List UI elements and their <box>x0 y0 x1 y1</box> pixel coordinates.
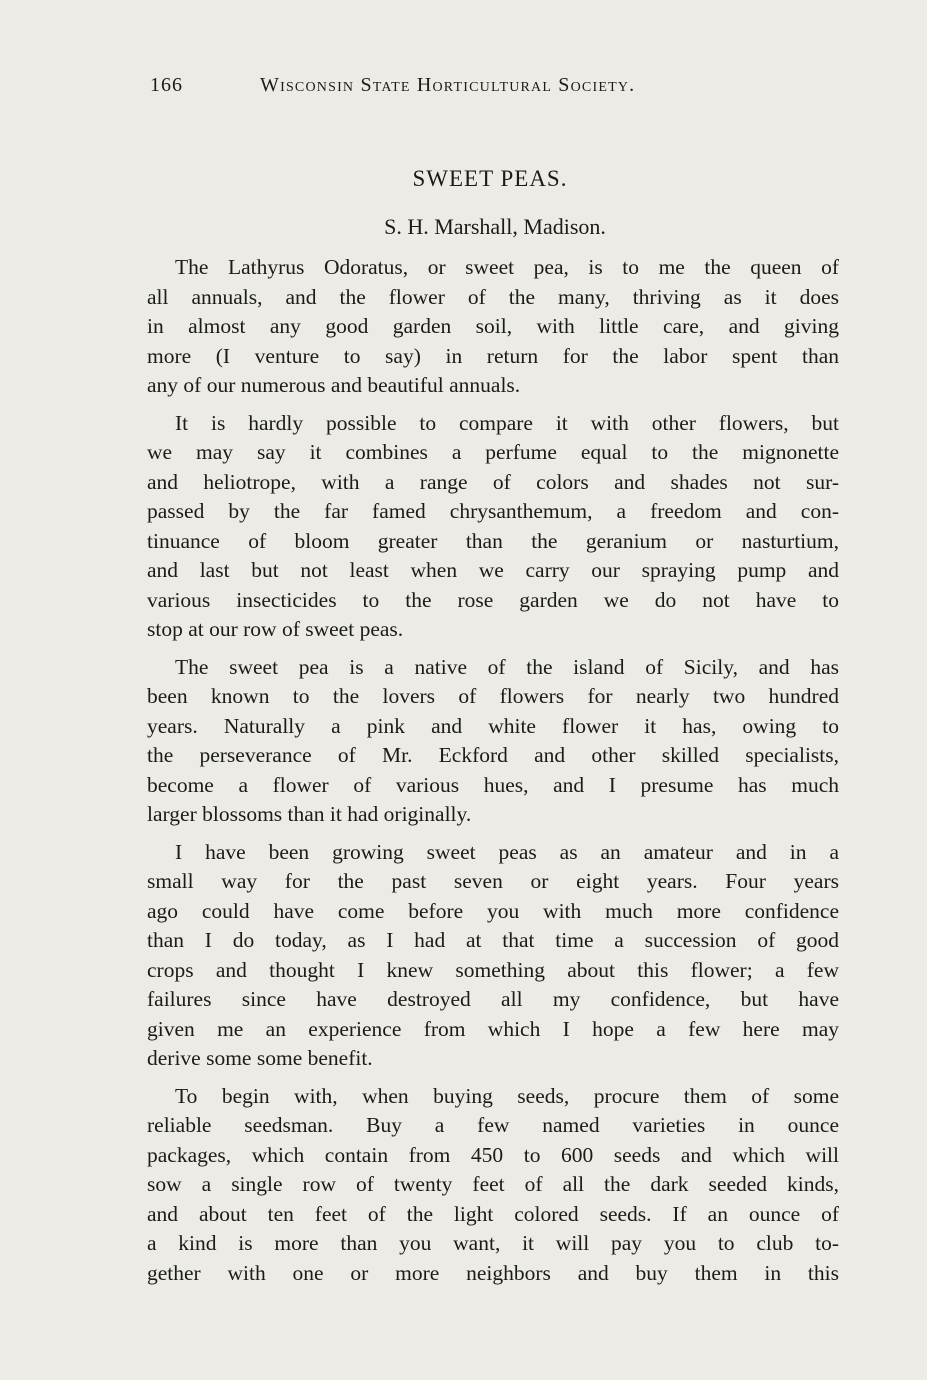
text-line: gether with one or more neighbors and buy them in this <box>147 1260 839 1285</box>
running-head <box>150 74 750 104</box>
text-line: To begin with, when buying seeds, procure them of some <box>175 1083 839 1108</box>
article-body <box>147 253 839 1296</box>
text-line: failures since have destroyed all my confidence, but have <box>147 987 839 1011</box>
text-line: been known to the lovers of flowers for nearly two hundred <box>147 684 839 708</box>
text-line: and last but not least when we carry our spraying pump and <box>147 558 839 582</box>
text-line: the perseverance of Mr. Eckford and other skilled specialists, <box>147 743 839 767</box>
text-line: than I do today, as I had at that time a succession of good <box>147 928 839 952</box>
text-line: any of our numerous and beautiful annuals. <box>147 373 521 397</box>
text-line: various insecticides to the rose garden we do not have to <box>147 587 839 612</box>
text-line: derive some some benefit. <box>147 1046 373 1070</box>
paragraph-4 <box>147 838 839 1074</box>
text-line: more (I venture to say) in return for the labor spent than <box>147 343 839 368</box>
paragraph-2 <box>147 409 839 645</box>
text-line: all annuals, and the flower of the many, thriving as it does <box>147 284 839 309</box>
paragraph-1 <box>147 253 839 401</box>
text-line: and about ten feet of the light colored seeds. If an ounce of <box>147 1201 839 1226</box>
paragraph-3 <box>147 653 839 830</box>
text-line: and heliotrope, with a range of colors and shades not sur- <box>147 469 839 494</box>
text-line: stop at our row of sweet peas. <box>147 617 404 641</box>
text-line: reliable seedsman. Buy a few named varieties in ounce <box>147 1113 839 1137</box>
text-line: years. Naturally a pink and white flower it has, owing to <box>147 713 839 738</box>
text-line: larger blossoms than it had originally. <box>147 802 472 826</box>
text-line: small way for the past seven or eight years. Four years <box>147 869 839 893</box>
text-line: packages, which contain from 450 to 600 seeds and which will <box>147 1142 839 1167</box>
text-line: given me an experience from which I hope a few here may <box>147 1016 839 1041</box>
text-line: The sweet pea is a native of the island of Sicily, and has <box>175 654 839 679</box>
text-line: tinuance of bloom greater than the geranium or nasturtium, <box>147 528 839 553</box>
text-line: a kind is more than you want, it will pay you to club to- <box>147 1231 839 1255</box>
text-line: The Lathyrus Odoratus, or sweet pea, is to me the queen of <box>175 255 839 279</box>
text-line: we may say it combines a perfume equal to the mignonette <box>147 440 839 464</box>
article-title: SWEET PEAS. <box>412 166 568 191</box>
text-line: become a flower of various hues, and I presume has much <box>147 772 839 797</box>
text-line: sow a single row of twenty feet of all the dark seeded kinds, <box>147 1172 839 1196</box>
journal-title: Wisconsin State Horticultural Society. <box>260 74 636 96</box>
paragraph-5 <box>147 1082 839 1289</box>
article-byline: S. H. Marshall, Madison. <box>384 214 606 239</box>
page-number: 166 <box>150 74 183 96</box>
text-line: passed by the far famed chrysanthemum, a freedom and con- <box>147 499 839 523</box>
text-line: ago could have come before you with much more confidence <box>147 898 839 923</box>
text-line: I have been growing sweet peas as an amateur and in a <box>175 839 839 864</box>
text-line: It is hardly possible to compare it with other flowers, but <box>175 410 839 435</box>
text-line: in almost any good garden soil, with little care, and giving <box>147 314 839 338</box>
text-line: crops and thought I knew something about this flower; a few <box>147 957 839 982</box>
